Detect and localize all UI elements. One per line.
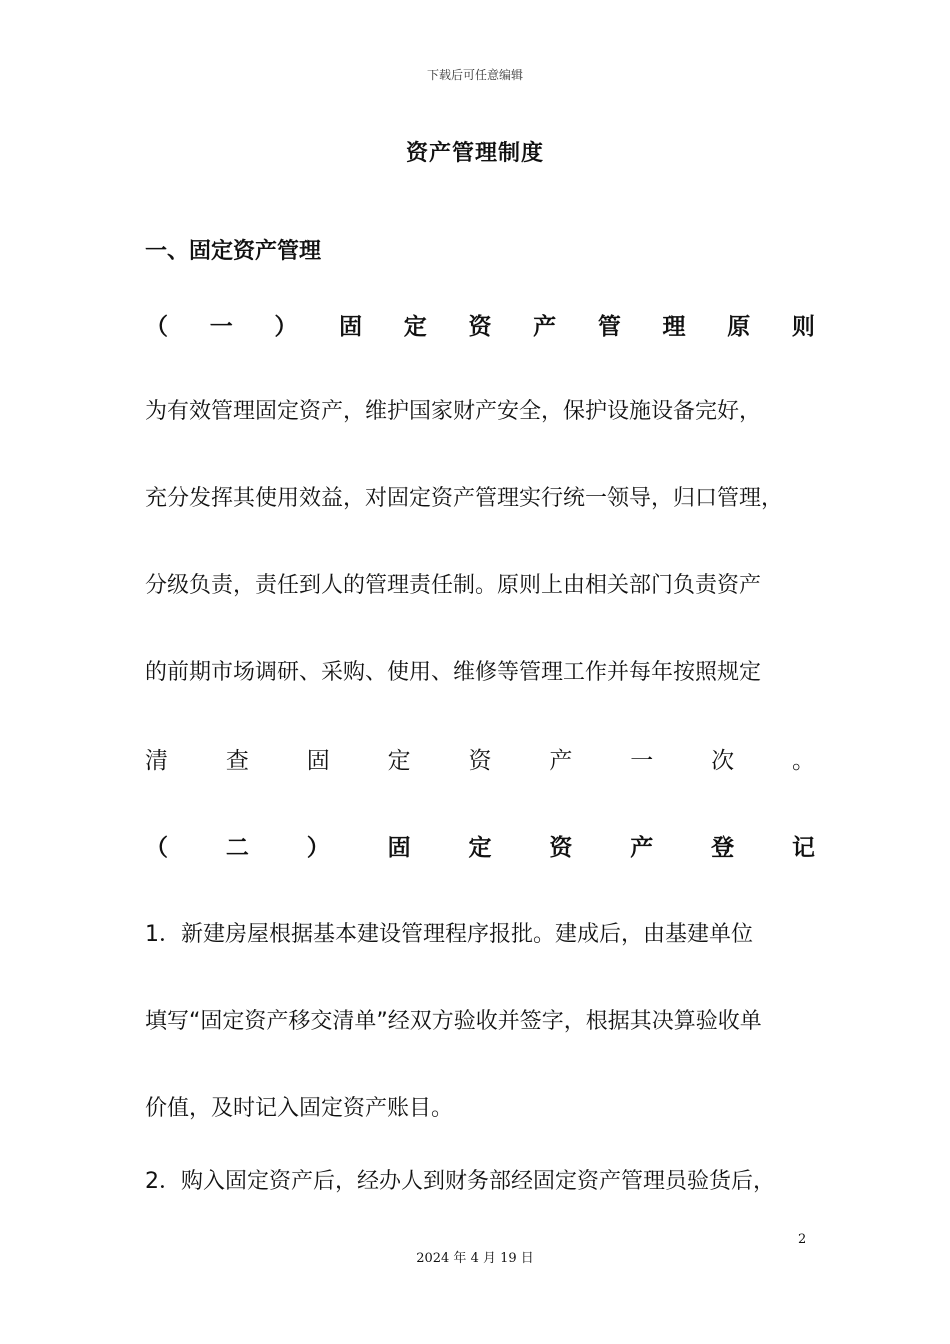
subsection-heading-principles [145,308,815,341]
spread-char: ） [306,835,330,861]
section-heading-fixed-assets: 一、固定资产管理 [145,239,322,264]
spread-char: （ [145,835,168,861]
spread-char: 次 [711,748,735,774]
spread-char: 。 [792,748,815,774]
paragraph-line: 2．购入固定资产后，经办人到财务部经固定资产管理员验货后， [145,1169,775,1194]
spread-char: 二 [225,835,249,861]
paragraph-line: 为有效管理固定资产，维护国家财产安全，保护设施设备完好， [145,399,762,424]
spread-char: 则 [791,314,815,340]
spread-char: ） [274,314,298,340]
spread-char: 定 [403,314,427,340]
page-number: 2 [798,1232,807,1247]
paragraph-line: 1．新建房屋根据基本建设管理程序报批。建成后，由基建单位 [145,922,753,947]
spread-char: 一 [209,314,233,340]
spread-char: 定 [387,748,411,774]
paragraph-line: 的前期市场调研、采购、使用、维修等管理工作并每年按照规定 [145,660,762,685]
spread-char: 产 [533,314,557,340]
spread-char: 固 [387,835,411,861]
spread-char: 登 [711,835,735,861]
spread-char: 资 [468,748,492,774]
spread-char: 原 [727,314,751,340]
paragraph-line: 充分发挥其使用效益，对固定资产管理实行统一领导，归口管理， [145,486,784,511]
spread-char: 一 [630,748,654,774]
spread-char: 清 [145,748,168,774]
header-note: 下载后可任意编辑 [426,68,523,82]
document-title: 资产管理制度 [405,141,544,166]
spread-char: 定 [468,835,492,861]
subsection-heading-registration [145,829,815,862]
spread-char: 固 [339,314,363,340]
paragraph-line: 分级负责，责任到人的管理责任制。原则上由相关部门负责资产 [145,573,762,598]
spread-char: 固 [306,748,330,774]
paragraph-line: 填写“固定资产移交清单”经双方验收并签字，根据其决算验收单 [145,1009,762,1034]
paragraph-last-line [145,742,815,775]
spread-char: （ [145,314,168,340]
footer-date: 2024 年 4 月 19 日 [416,1251,534,1266]
spread-char: 理 [662,314,686,340]
spread-char: 查 [225,748,249,774]
spread-char: 记 [792,835,815,861]
spread-char: 产 [630,835,654,861]
spread-char: 管 [597,314,621,340]
paragraph-line: 价值，及时记入固定资产账目。 [145,1096,454,1121]
spread-char: 资 [468,314,492,340]
spread-char: 产 [549,748,573,774]
spread-char: 资 [549,835,573,861]
